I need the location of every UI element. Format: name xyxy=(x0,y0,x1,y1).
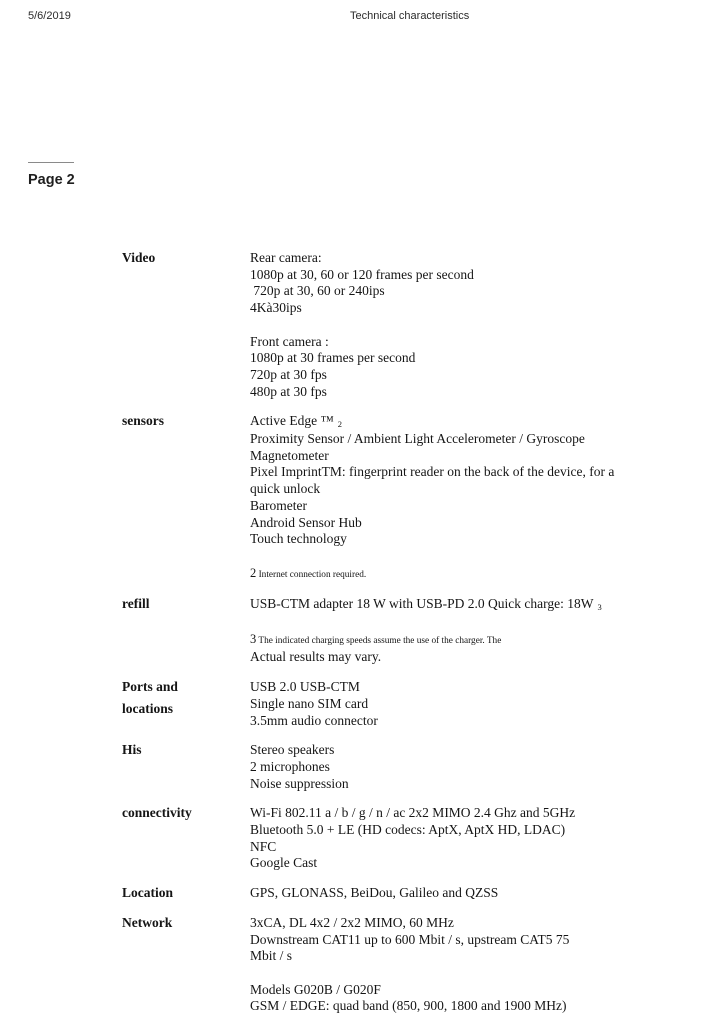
spec-value-connectivity xyxy=(250,805,682,872)
spec-value-his xyxy=(250,742,682,792)
spec-value-line: 3xCA, DL 4x2 / 2x2 MIMO, 60 MHz xyxy=(250,914,454,930)
blank-line xyxy=(250,965,682,982)
footnote-line xyxy=(250,565,682,584)
blank-line xyxy=(250,548,682,565)
print-header-title: Technical characteristics xyxy=(350,10,470,22)
spec-label-sensors xyxy=(122,413,250,583)
blank-line xyxy=(250,614,682,631)
spec-value-line: 1080p at 30, 60 or 120 frames per second xyxy=(250,266,474,282)
footnote-reference-mark: 2 xyxy=(337,419,342,430)
spec-label-video xyxy=(122,250,250,400)
footnote-line xyxy=(250,631,682,650)
spec-value-line: 1080p at 30 frames per second xyxy=(250,350,416,366)
spec-row-location xyxy=(122,885,682,902)
spec-label-network xyxy=(122,915,250,1015)
spec-value-line: Single nano SIM card xyxy=(250,695,369,711)
spec-value-line: Models G020B / G020F xyxy=(250,981,381,997)
spec-label-line: Ports and xyxy=(122,679,178,695)
spec-label-line: connectivity xyxy=(122,805,192,821)
footnote-text: The indicated charging speeds assume the use of the charger. The xyxy=(256,635,502,646)
spec-value-text: USB-CTM adapter 18 W with USB-PD 2.0 Quick charge: 18W xyxy=(250,596,594,612)
spec-label-location xyxy=(122,885,250,902)
spec-value-line: quick unlock xyxy=(250,481,321,497)
spec-value-line: Wi-Fi 802.11 a / b / g / n / ac 2x2 MIMO 2.4 Ghz and 5GHz xyxy=(250,805,576,821)
spec-value-line: Front camera : xyxy=(250,333,329,349)
footnote-marker: 2 xyxy=(250,565,257,580)
spec-value-line: 720p at 30, 60 or 240ips xyxy=(250,283,385,299)
page-number-label: Page 2 xyxy=(28,172,75,188)
spec-value-video xyxy=(250,250,682,400)
spec-label-line: Network xyxy=(122,914,173,930)
spec-value-line xyxy=(250,413,682,431)
page-label-rule xyxy=(28,162,74,163)
spec-value-network xyxy=(250,915,682,1015)
spec-value-line: Stereo speakers xyxy=(250,742,335,758)
spec-label-line: Location xyxy=(122,885,174,901)
spec-value-line: 720p at 30 fps xyxy=(250,366,327,382)
spec-value-line: Android Sensor Hub xyxy=(250,514,362,530)
spec-value-line: Magnetometer xyxy=(250,447,329,463)
spec-label-line: His xyxy=(122,742,142,758)
spec-value-line: 2 microphones xyxy=(250,758,330,774)
spec-table xyxy=(122,250,682,1028)
spec-value-line: 4Kà30ips xyxy=(250,300,302,316)
footnote-text: Internet connection required. xyxy=(256,569,367,580)
spec-value-line: 480p at 30 fps xyxy=(250,383,327,399)
spec-value-line: Bluetooth 5.0 + LE (HD codecs: AptX, AptX HD, LDAC) xyxy=(250,822,566,838)
spec-value-line: Pixel ImprintTM: fingerprint reader on the back of the device, for a xyxy=(250,464,615,480)
spec-row-network xyxy=(122,915,682,1015)
spec-value-line: Mbit / s xyxy=(250,948,293,964)
spec-row-ports-and-locations xyxy=(122,679,682,729)
spec-value-line: Noise suppression xyxy=(250,775,349,791)
spec-label-connectivity xyxy=(122,805,250,872)
spec-value-line: USB 2.0 USB-CTM xyxy=(250,679,360,695)
spec-value-line: Proximity Sensor / Ambient Light Accelerometer / Gyroscope xyxy=(250,431,585,447)
spec-value-location xyxy=(250,885,682,902)
spec-label-line: locations xyxy=(122,701,174,717)
spec-label-his xyxy=(122,742,250,792)
spec-value-line: Barometer xyxy=(250,497,307,513)
spec-value-line: Rear camera: xyxy=(250,250,322,265)
spec-label-line: Video xyxy=(122,250,156,265)
footnote-marker: 3 xyxy=(250,631,257,646)
spec-value-line: GPS, GLONASS, BeiDou, Galileo and QZSS xyxy=(250,885,499,901)
spec-value-line: NFC xyxy=(250,838,277,854)
print-header-date: 5/6/2019 xyxy=(28,10,71,22)
spec-label-line: sensors xyxy=(122,413,165,429)
spec-value-sensors xyxy=(250,413,682,583)
spec-value-refill xyxy=(250,596,682,666)
footnote-reference-mark: 3 xyxy=(597,602,602,613)
spec-value-line: Google Cast xyxy=(250,855,318,871)
spec-label-ports-and-locations xyxy=(122,679,250,729)
spec-value-line: Downstream CAT11 up to 600 Mbit / s, upstream CAT5 75 xyxy=(250,931,570,947)
spec-row-video xyxy=(122,250,682,400)
spec-row-his xyxy=(122,742,682,792)
spec-value-line: Touch technology xyxy=(250,531,347,547)
spec-value-line: Actual results may vary. xyxy=(250,649,382,665)
spec-value-line: 3.5mm audio connector xyxy=(250,712,378,728)
spec-value-line xyxy=(250,596,682,614)
blank-line xyxy=(250,317,682,334)
spec-row-refill xyxy=(122,596,682,666)
spec-label-refill xyxy=(122,596,250,666)
spec-value-text: Active Edge ™ xyxy=(250,413,334,429)
spec-value-line: GSM / EDGE: quad band (850, 900, 1800 and 1900 MHz) xyxy=(250,998,567,1014)
spec-row-sensors xyxy=(122,413,682,583)
spec-row-connectivity xyxy=(122,805,682,872)
spec-label-line: refill xyxy=(122,596,150,612)
spec-value-ports-and-locations xyxy=(250,679,682,729)
